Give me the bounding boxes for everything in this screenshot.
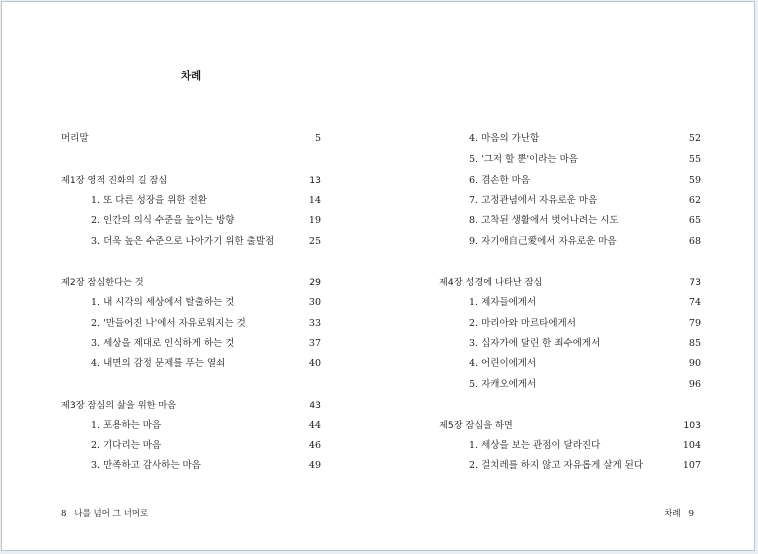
page-number-left: 8 bbox=[61, 509, 67, 519]
toc-entry-title: 4. 어린이에게서 bbox=[469, 358, 537, 369]
toc-entry-title: 1. 또 다른 성장을 위한 전환 bbox=[91, 195, 207, 206]
toc-entry-page: 90 bbox=[688, 358, 701, 369]
toc-entry bbox=[439, 172, 701, 186]
toc-entry-title: 2. 기다리는 마음 bbox=[91, 440, 162, 451]
toc-entry-title: 1. 세상을 보는 관점이 달라진다 bbox=[469, 440, 601, 451]
toc-entry-title: 3. 세상을 제대로 인식하게 하는 것 bbox=[91, 338, 235, 349]
toc-entry-page: 55 bbox=[688, 154, 701, 165]
toc-entry-title: 8. 고착된 생활에서 벗어나려는 시도 bbox=[469, 215, 619, 226]
footer-left bbox=[61, 507, 148, 519]
toc-entry-page: 49 bbox=[308, 460, 321, 471]
toc-entry bbox=[61, 315, 321, 329]
toc-entry-page: 59 bbox=[688, 175, 701, 186]
toc-entry-title: 1. 내 시각의 세상에서 탈출하는 것 bbox=[91, 297, 235, 308]
toc-entry-title: 4. 마음의 가난함 bbox=[469, 133, 540, 144]
toc-entry bbox=[439, 315, 701, 329]
toc-entry-page: 30 bbox=[308, 297, 321, 308]
page-number-right: 9 bbox=[688, 509, 694, 519]
toc-entry bbox=[439, 335, 701, 349]
toc-entry bbox=[439, 151, 701, 165]
toc-entry-title: 2. 인간의 의식 수준을 높이는 방향 bbox=[91, 215, 235, 226]
toc-entry-page: 68 bbox=[688, 236, 701, 247]
toc-entry bbox=[61, 130, 321, 144]
toc-entry bbox=[439, 294, 701, 308]
toc-entry bbox=[61, 355, 321, 369]
toc-entry bbox=[61, 437, 321, 451]
toc-entry-page: 33 bbox=[308, 318, 321, 329]
toc-entry-title: 제3장 잠심의 삶을 위한 마음 bbox=[61, 400, 177, 411]
toc-entry bbox=[439, 457, 701, 471]
toc-entry bbox=[439, 233, 701, 247]
footer-right bbox=[664, 507, 694, 519]
toc-entry-page: 13 bbox=[309, 175, 321, 186]
toc-entry-page: 74 bbox=[688, 297, 701, 308]
toc-entry-page: 79 bbox=[688, 318, 701, 329]
running-title-left: 나를 넘어 그 너머로 bbox=[74, 509, 149, 519]
toc-entry-page: 96 bbox=[688, 379, 701, 390]
toc-chapter-entry bbox=[439, 274, 701, 288]
toc-entry-title: 머리말 bbox=[61, 133, 89, 144]
toc-entry-page: 37 bbox=[308, 338, 321, 349]
toc-entry bbox=[61, 417, 321, 431]
running-title-right: 차례 bbox=[664, 509, 681, 519]
toc-entry-title: 6. 겸손한 마음 bbox=[469, 175, 530, 186]
toc-entry-title: 1. 포용하는 마음 bbox=[91, 420, 162, 431]
toc-entry-page: 29 bbox=[309, 277, 321, 288]
toc-chapter-entry bbox=[61, 397, 321, 411]
toc-chapter-entry bbox=[439, 417, 701, 431]
toc-entry-page: 43 bbox=[309, 400, 321, 411]
toc-entry-title: 3. 더욱 높은 수준으로 나아가기 위한 출발점 bbox=[91, 236, 275, 247]
toc-entry bbox=[439, 192, 701, 206]
toc-entry-page: 65 bbox=[688, 215, 701, 226]
toc-entry bbox=[439, 355, 701, 369]
toc-entry bbox=[439, 212, 701, 226]
toc-entry-page: 62 bbox=[688, 195, 701, 206]
toc-entry-title: 5. 자캐오에게서 bbox=[469, 379, 537, 390]
toc-entry-title: 제1장 영적 진화의 길 잠심 bbox=[61, 175, 168, 186]
toc-entry bbox=[61, 335, 321, 349]
toc-entry-title: 제2장 잠심한다는 것 bbox=[61, 277, 144, 288]
toc-entry-page: 40 bbox=[308, 358, 321, 369]
toc-chapter-entry bbox=[61, 172, 321, 186]
toc-entry-title: 2. '만들어진 나'에서 자유로워지는 것 bbox=[91, 318, 246, 329]
toc-entry-title: 1. 제자들에게서 bbox=[469, 297, 537, 308]
toc-entry-page: 25 bbox=[308, 236, 321, 247]
toc-entry bbox=[61, 233, 321, 247]
toc-entry bbox=[439, 437, 701, 451]
toc-entry-page: 85 bbox=[688, 338, 701, 349]
toc-entry-page: 104 bbox=[682, 440, 701, 451]
toc-entry-title: 3. 만족하고 감사하는 마음 bbox=[91, 460, 201, 471]
toc-entry-page: 52 bbox=[688, 133, 701, 144]
toc-entry-title: 3. 십자가에 달린 한 죄수에게서 bbox=[469, 338, 601, 349]
toc-entry-title: 제5장 잠심을 하면 bbox=[439, 420, 513, 431]
toc-entry bbox=[439, 376, 701, 390]
toc-entry-title: 5. '그저 할 뿐'이라는 마음 bbox=[469, 154, 578, 165]
toc-entry bbox=[61, 457, 321, 471]
toc-entry-page: 46 bbox=[308, 440, 321, 451]
toc-chapter-entry bbox=[61, 274, 321, 288]
toc-entry-title: 7. 고정관념에서 자유로운 마음 bbox=[469, 195, 598, 206]
toc-entry-page: 14 bbox=[308, 195, 321, 206]
toc-entry bbox=[61, 294, 321, 308]
toc-entry-title: 2. 마리아와 마르타에게서 bbox=[469, 318, 576, 329]
toc-entry bbox=[439, 130, 701, 144]
book-spread bbox=[1, 1, 755, 551]
toc-entry-page: 103 bbox=[683, 420, 701, 431]
toc-entry-page: 44 bbox=[308, 420, 321, 431]
toc-title: 차례 bbox=[180, 70, 202, 82]
toc-entry-page: 73 bbox=[689, 277, 701, 288]
toc-entry-title: 2. 걸치레를 하지 않고 자유롭게 살게 된다 bbox=[469, 460, 644, 471]
toc-entry bbox=[61, 192, 321, 206]
toc-entry-page: 5 bbox=[314, 133, 321, 144]
toc-entry-title: 제4장 성경에 나타난 잠심 bbox=[439, 277, 543, 288]
toc-entry-page: 19 bbox=[308, 215, 321, 226]
toc-entry-page: 107 bbox=[682, 460, 701, 471]
toc-entry-title: 9. 자기애自己愛에서 자유로운 마음 bbox=[469, 236, 617, 247]
toc-entry bbox=[61, 212, 321, 226]
toc-entry-title: 4. 내면의 감정 문제를 푸는 열쇠 bbox=[91, 358, 226, 369]
